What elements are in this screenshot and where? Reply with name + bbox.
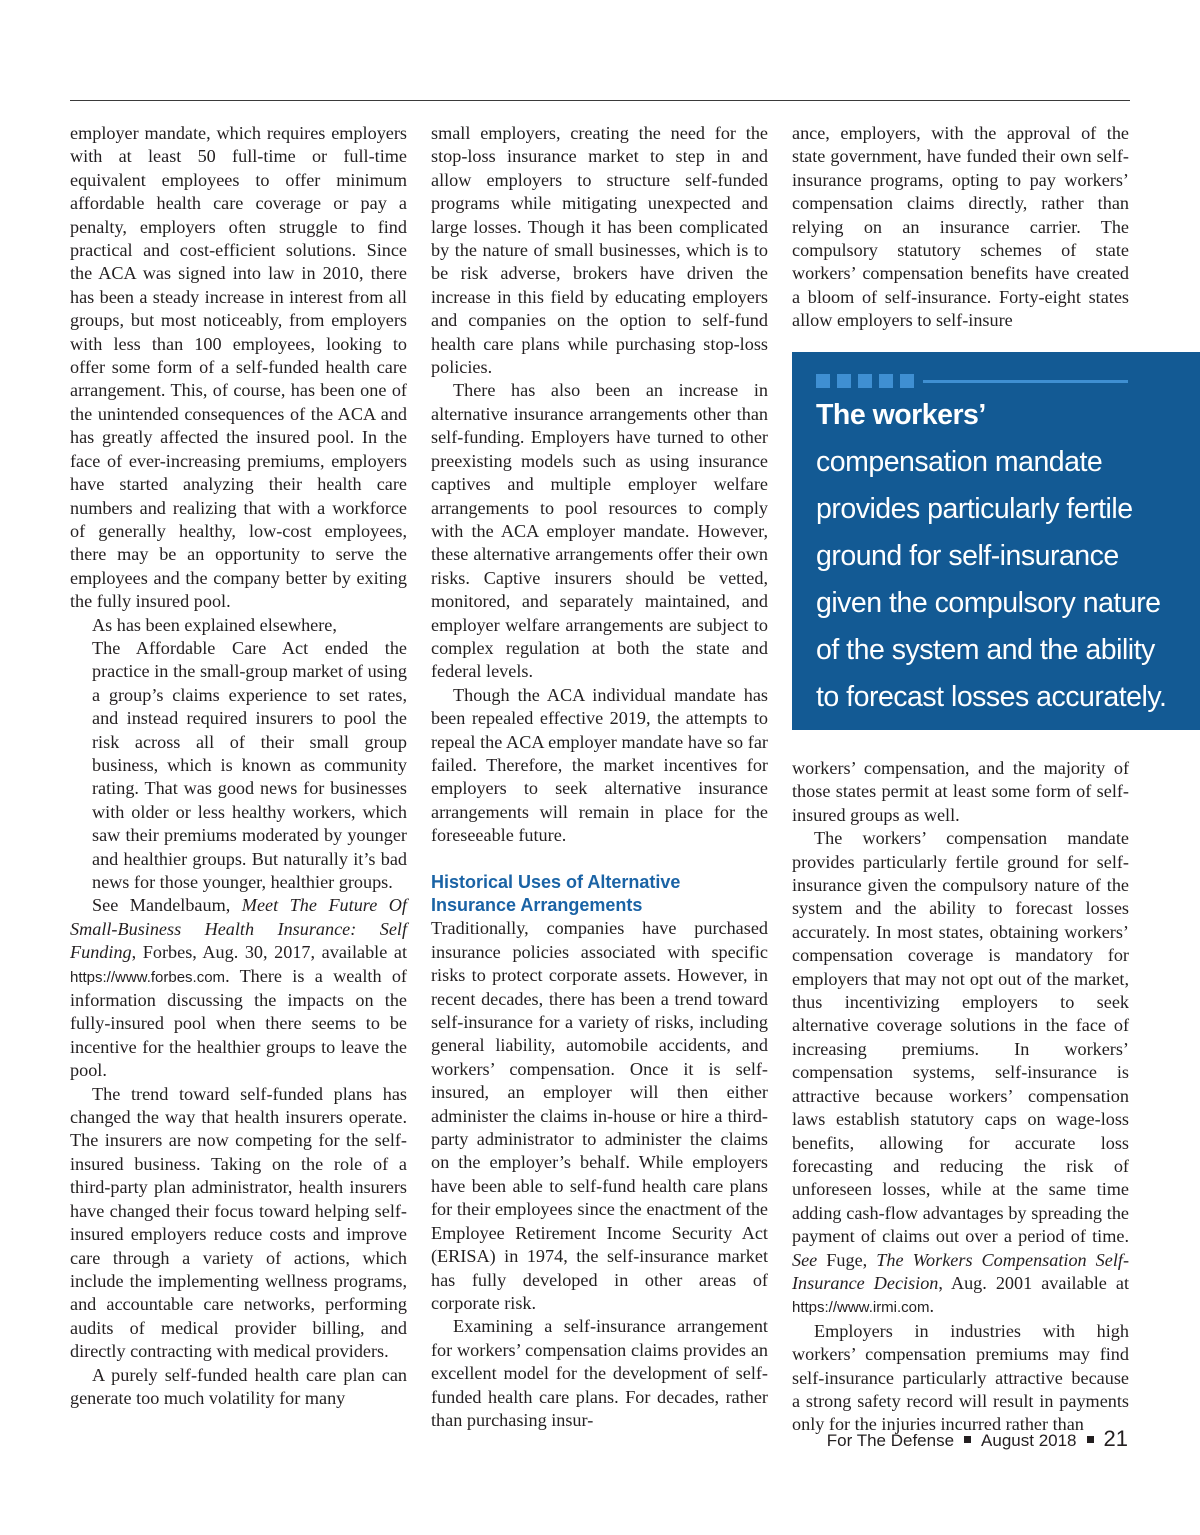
- article-column-3-bottom: [792, 757, 1129, 1437]
- article-column-1: [70, 122, 407, 1410]
- paragraph: Traditionally, companies have purchased insurance policies associated with specific risks to protect corporate assets. However, in recent decades, there has been a trend toward self-insurance for a variety of risks, including general liability, automobile accidents, and workers’ compensation. Once it is self-insured, an employer will then either administer the claims in-house or hire a third-party administrator to administer the claims on the employer’s behalf. While employers have been able to self-fund health care plans for their employees since the enactment of the Employee Retirement Income Security Act (ERISA) in 1974, the self-insurance market has fully developed in other areas of corporate risk.: [431, 918, 768, 1313]
- pull-quote-ornament: [816, 374, 1200, 388]
- article-column-3-top: [792, 122, 1129, 333]
- citation-paragraph: The workers’ compensation mandate provides particularly fertile ground for self-insurance given the compulsory nature of the system and the ability to forecast losses accurately. In most states, obtaining workers’ compensation coverage is mandatory for employers that may not opt out of the market, thus incentivizing employers to seek alternative coverage solutions in the face of increasing premiums. In workers’ compensation systems, self-insurance is attractive because workers’ compensation laws establish statutory caps on wage-loss benefits, allowing for accurate loss forecasting and reducing the risk of unforeseen losses, while at the same time adding cash-flow advantages by spreading the payment of claims out over a period of time. See Fuge, The Workers Compensation Self-Insurance Decision, Aug. 2001 available at https://www.irmi.com.: [792, 828, 1129, 1317]
- pull-quote-text: The workers’ compensation mandate provides particularly fertile ground for self-insurance given the compulsory nature of the system and the ability to forecast losses accurately.: [816, 399, 1167, 713]
- paragraph: A purely self-funded health care plan can generate too much volatility for many: [70, 1364, 407, 1408]
- paragraph: small employers, creating the need for the stop-loss insurance market to step in and allow employers to structure self-funded programs while mitigating unexpected and large losses. Though it has been complicated by the nature of small businesses, which is to be risk adverse, brokers have driven the increase in this field by educating employers and companies on the option to self-fund health care plans while purchasing stop-loss policies.: [431, 123, 768, 378]
- forbes-url[interactable]: https://www.forbes.com: [70, 968, 226, 986]
- article-column-2: [431, 122, 768, 1432]
- header-rule: [70, 100, 1130, 101]
- citation-title: Meet The Future Of Small-Business Health Insurance: Self Funding: [70, 895, 407, 963]
- citation-title: The Workers Compensation Self-Insurance Decision: [792, 1249, 1129, 1293]
- paragraph: As has been explained elsewhere,: [92, 614, 337, 635]
- bullet-separator: [1087, 1436, 1094, 1443]
- citation-paragraph: See Mandelbaum, Meet The Future Of Small-Business Health Insurance: Self Funding, Forbes, Aug. 30, 2017, available at https://www.forbes.com. There is a wealth of information discussing the impacts on the fully-insured pool when there seems to be incentive for the healthier groups to leave the pool.: [70, 895, 407, 1081]
- publication-name: For The Defense: [826, 1431, 955, 1450]
- bullet-separator: [964, 1436, 971, 1443]
- paragraph: Examining a self-insurance arrangement for workers’ compensation claims provides an excellent model for the development of self-funded health care plans. For decades, rather than purchasing insur-: [431, 1316, 768, 1430]
- issue-date: August 2018: [981, 1431, 1077, 1450]
- pull-quote-lead: The workers’: [816, 399, 986, 431]
- paragraph: The trend toward self-funded plans has changed the way that health insurers operate. The insurers are now competing for the self-insured business. Taking on the role of a third-party plan administrator, health insurers have changed their focus toward helping self-insured employers reduce costs and improve care through a variety of actions, which include the implementing wellness programs, and accountable care networks, performing audits of medical provider billing, and directly contracting with medical providers.: [70, 1083, 407, 1362]
- pull-quote: [792, 352, 1200, 730]
- paragraph: workers’ compensation, and the majority of those states permit at least some form of self-insured groups as well.: [792, 758, 1129, 825]
- page-footer: [827, 1426, 1128, 1452]
- section-heading: Historical Uses of Alternative Insurance Arrangements: [431, 871, 681, 915]
- paragraph: There has also been an increase in alternative insurance arrangements other than self-funding. Employers have turned to other preexisting models such as using insurance captives and multiple employer welfare arrangements to pool resources to comply with the ACA employer mandate. However, these alternative arrangements offer their own risks. Captive insurers should be vetted, monitored, and separately maintained, and employer welfare arrangements are subject to complex regulation at both the state and federal levels.: [431, 380, 768, 682]
- paragraph: ance, employers, with the approval of the state government, have funded their own self-insurance programs, opting to pay workers’ compensation claims directly, rather than relying on an insurance carrier. The compulsory statutory schemes of state workers’ compensation benefits have created a bloom of self-insurance. Forty-eight states allow employers to self-insure: [792, 123, 1129, 331]
- block-quote: The Affordable Care Act ended the practice in the small-group market of using a group’s claims experience to set rates, and instead required insurers to pool the risk across all of their small group business, which is known as community rating. That was good news for businesses with older or less healthy workers, which saw their premiums moderated by younger and healthier groups. But naturally it’s bad news for those younger, healthier groups.: [92, 637, 407, 892]
- paragraph: employer mandate, which requires employers with at least 50 full-time or full-time equivalent employees to offer minimum affordable health care coverage or pay a penalty, employers often struggle to find practical and cost-efficient solutions. Since the ACA was signed into law in 2010, there has been a steady increase in interest from all groups, but most noticeably, from employers with less than 100 employees, looking to offer some form of a self-funded health care arrangement. This, of course, has been one of the unintended consequences of the ACA and has greatly affected the insured pool. In the face of ever-increasing premiums, employers have started analyzing their health care numbers and realizing that with a workforce of generally healthy, low-cost employees, there may be an opportunity to serve the employees and the company better by exiting the fully insured pool.: [70, 123, 407, 612]
- irmi-url[interactable]: https://www.irmi.com: [792, 1299, 930, 1317]
- paragraph: Employers in industries with high workers’ compensation premiums may find self-insurance particularly attractive because a strong safety record will result in payments only for the injuries incurred rather than: [792, 1320, 1129, 1435]
- paragraph: Though the ACA individual mandate has been repealed effective 2019, the attempts to repeal the ACA employer mandate have so far failed. Therefore, the market incentives for employers to seek alternative insurance arrangements will remain in place for the foreseeable future.: [431, 684, 768, 846]
- page-number: 21: [1103, 1426, 1128, 1451]
